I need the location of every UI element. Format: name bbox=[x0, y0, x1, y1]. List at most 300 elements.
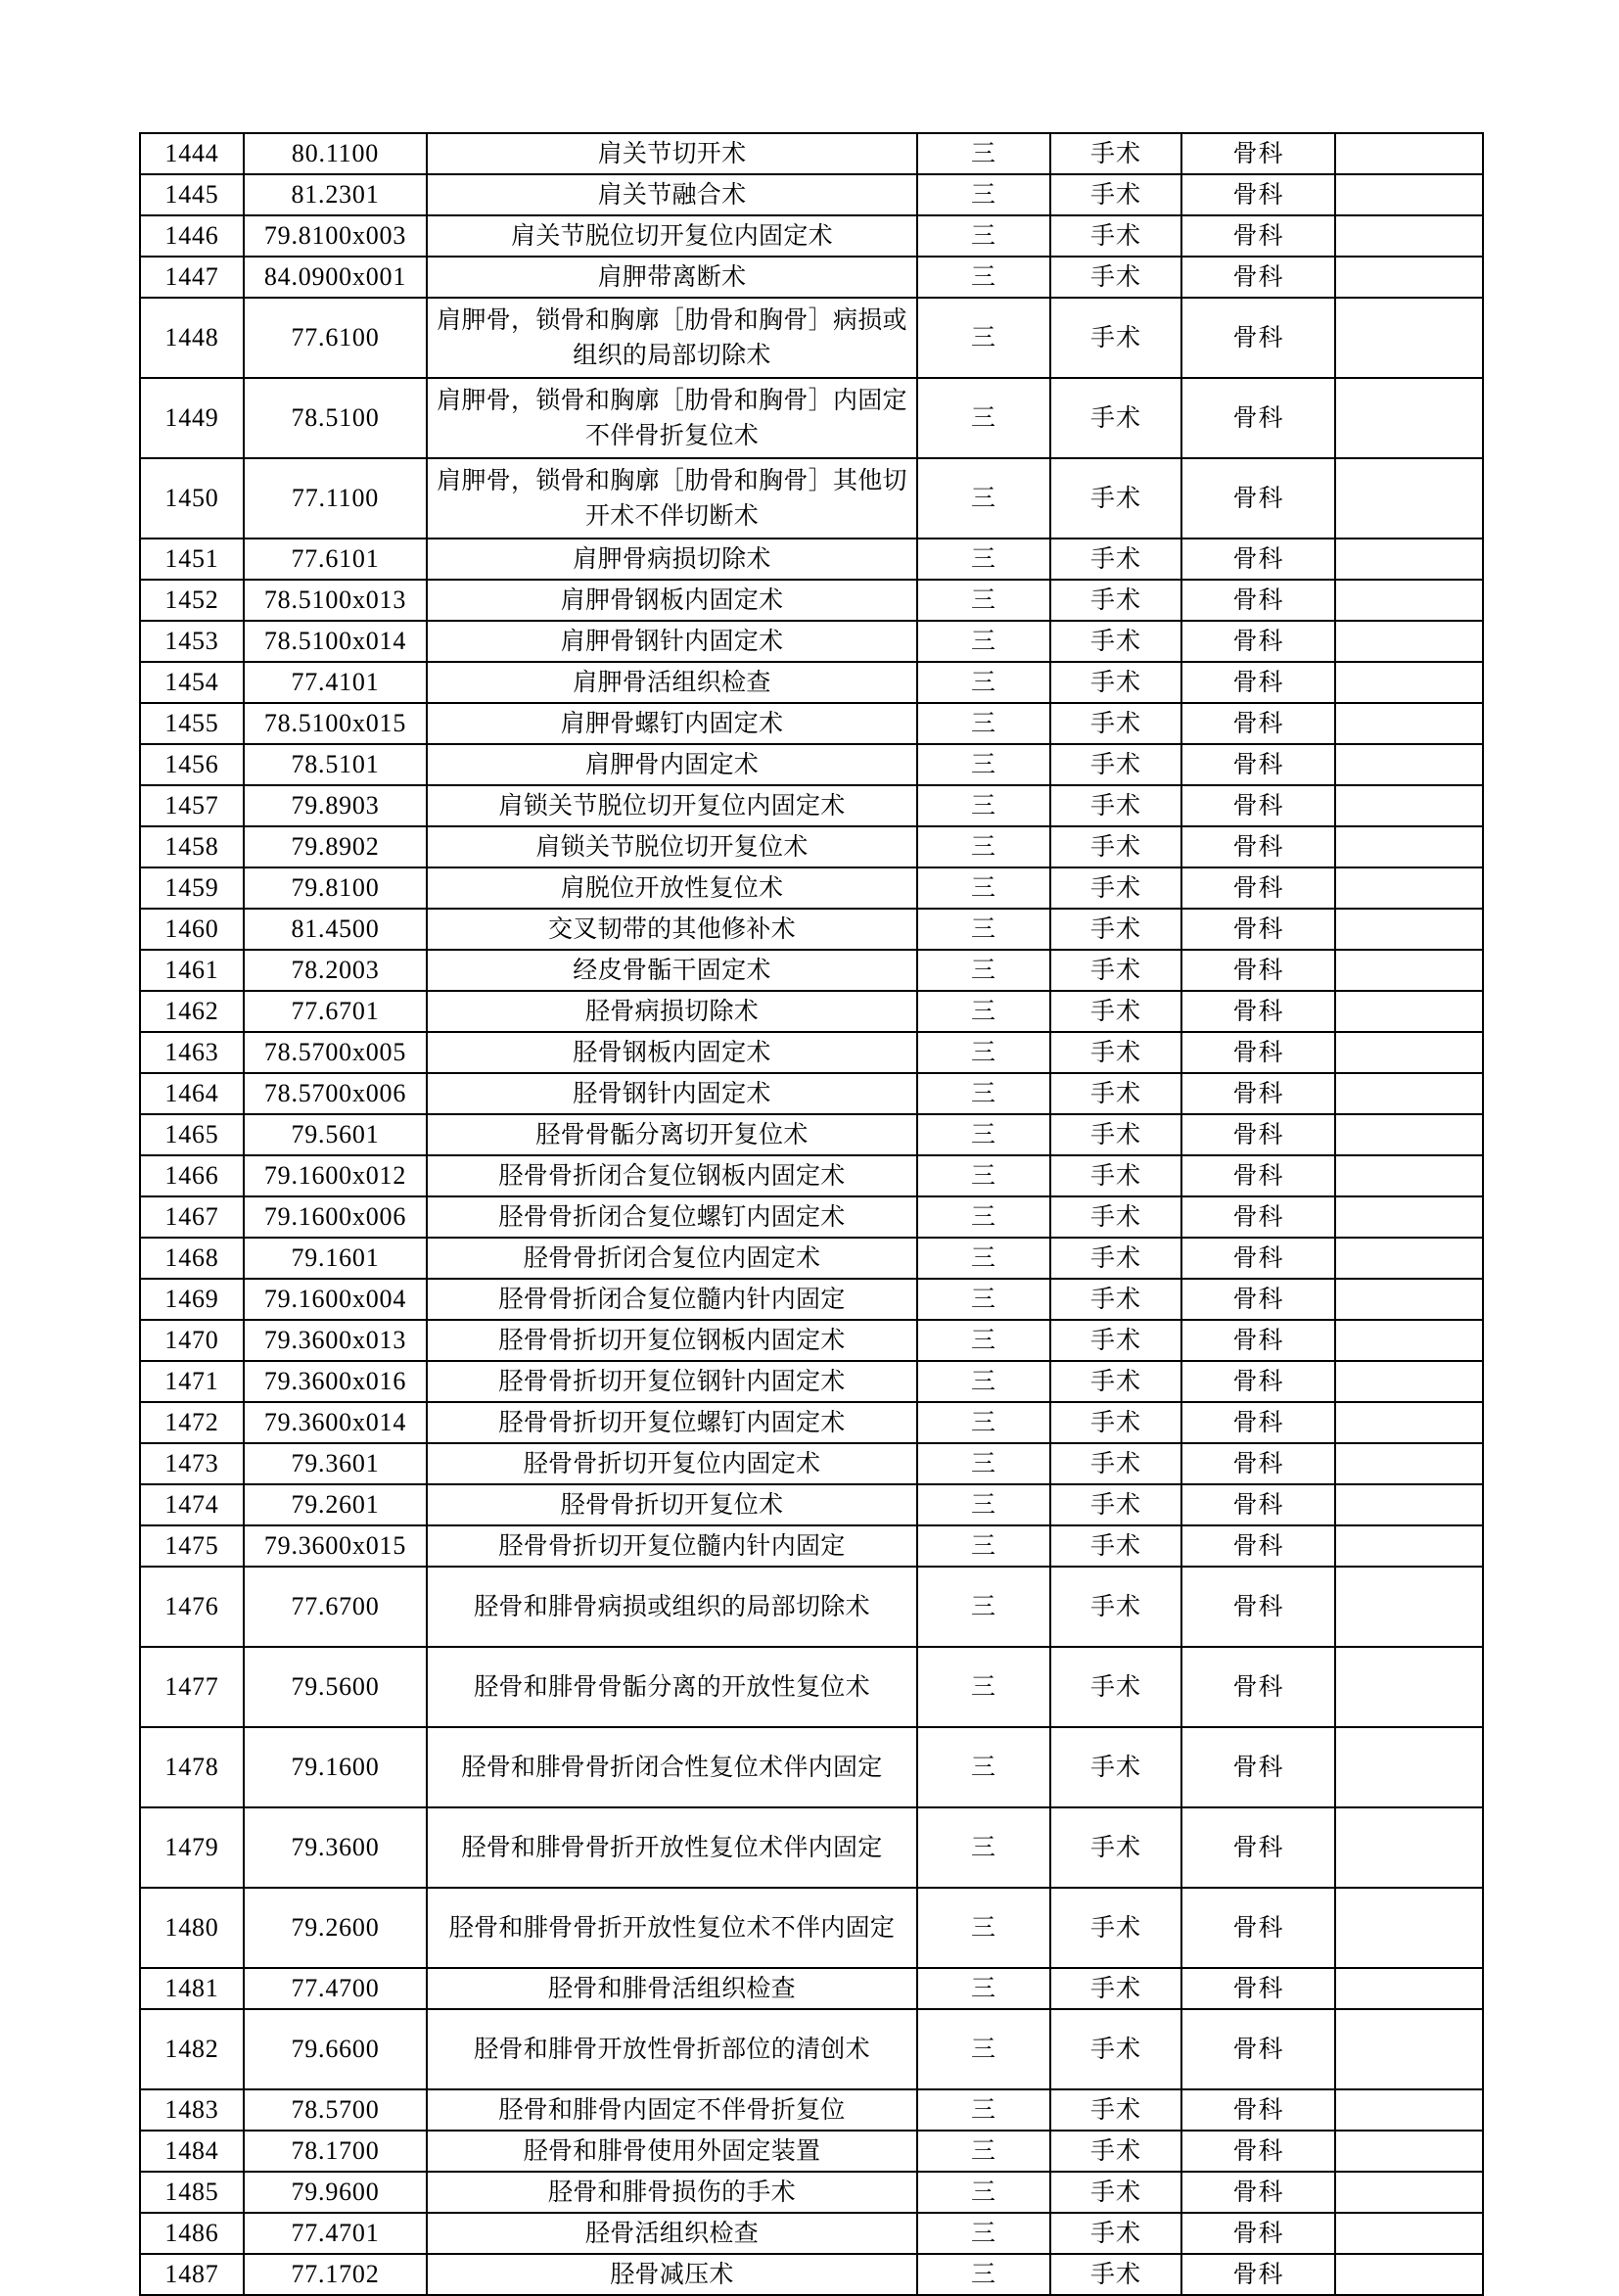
table-cell-seq: 1451 bbox=[140, 539, 244, 580]
table-cell-code: 77.6101 bbox=[244, 539, 427, 580]
table-cell-type: 手术 bbox=[1050, 1320, 1181, 1361]
table-cell-type: 手术 bbox=[1050, 2254, 1181, 2295]
table-cell-code: 79.6600 bbox=[244, 2009, 427, 2089]
table-cell-seq: 1449 bbox=[140, 378, 244, 458]
table-cell-grade: 三 bbox=[917, 991, 1050, 1032]
table-cell-type: 手术 bbox=[1050, 1196, 1181, 1238]
table-cell-note bbox=[1335, 2172, 1483, 2213]
table-cell-seq: 1485 bbox=[140, 2172, 244, 2213]
table-cell-note bbox=[1335, 703, 1483, 744]
table-row bbox=[140, 1032, 1483, 1073]
table-cell-seq: 1459 bbox=[140, 867, 244, 909]
table-cell-grade: 三 bbox=[917, 1073, 1050, 1114]
table-cell-code: 79.3600x013 bbox=[244, 1320, 427, 1361]
table-cell-seq: 1461 bbox=[140, 950, 244, 991]
table-cell-dept: 骨科 bbox=[1181, 1402, 1335, 1443]
table-cell-name: 胫骨和腓骨活组织检查 bbox=[427, 1968, 917, 2009]
table-cell-seq: 1448 bbox=[140, 298, 244, 378]
table-cell-seq: 1454 bbox=[140, 662, 244, 703]
table-cell-grade: 三 bbox=[917, 950, 1050, 991]
table-cell-type: 手术 bbox=[1050, 580, 1181, 621]
table-cell-note bbox=[1335, 1888, 1483, 1968]
table-cell-grade: 三 bbox=[917, 1567, 1050, 1647]
table-cell-grade: 三 bbox=[917, 1484, 1050, 1525]
table-cell-code: 79.8902 bbox=[244, 826, 427, 867]
table-cell-grade: 三 bbox=[917, 909, 1050, 950]
table-cell-type: 手术 bbox=[1050, 1279, 1181, 1320]
table-cell-grade: 三 bbox=[917, 744, 1050, 785]
table-row bbox=[140, 1196, 1483, 1238]
table-cell-type: 手术 bbox=[1050, 1361, 1181, 1402]
table-cell-name: 胫骨骨折切开复位内固定术 bbox=[427, 1443, 917, 1484]
table-cell-grade: 三 bbox=[917, 2172, 1050, 2213]
table-cell-note bbox=[1335, 1073, 1483, 1114]
table-cell-note bbox=[1335, 1567, 1483, 1647]
table-cell-seq: 1475 bbox=[140, 1525, 244, 1567]
table-row bbox=[140, 744, 1483, 785]
table-cell-code: 77.1702 bbox=[244, 2254, 427, 2295]
table-cell-grade: 三 bbox=[917, 1727, 1050, 1807]
table-row bbox=[140, 1525, 1483, 1567]
table-cell-note bbox=[1335, 2213, 1483, 2254]
table-cell-dept: 骨科 bbox=[1181, 1968, 1335, 2009]
table-cell-grade: 三 bbox=[917, 1238, 1050, 1279]
table-cell-seq: 1469 bbox=[140, 1279, 244, 1320]
table-cell-code: 79.1600x012 bbox=[244, 1155, 427, 1196]
table-cell-code: 77.1100 bbox=[244, 458, 427, 539]
table-cell-type: 手术 bbox=[1050, 1155, 1181, 1196]
table-row bbox=[140, 1647, 1483, 1727]
table-row bbox=[140, 215, 1483, 257]
table-row bbox=[140, 458, 1483, 539]
table-cell-code: 79.1601 bbox=[244, 1238, 427, 1279]
table-cell-name: 肩关节脱位切开复位内固定术 bbox=[427, 215, 917, 257]
table-cell-code: 77.4101 bbox=[244, 662, 427, 703]
table-cell-grade: 三 bbox=[917, 580, 1050, 621]
table-cell-type: 手术 bbox=[1050, 1807, 1181, 1888]
table-cell-code: 78.5100x014 bbox=[244, 621, 427, 662]
table-cell-seq: 1476 bbox=[140, 1567, 244, 1647]
table-cell-type: 手术 bbox=[1050, 950, 1181, 991]
table-cell-note bbox=[1335, 2254, 1483, 2295]
table-row bbox=[140, 950, 1483, 991]
table-cell-name: 胫骨骨折切开复位术 bbox=[427, 1484, 917, 1525]
table-row bbox=[140, 1073, 1483, 1114]
table-row bbox=[140, 1727, 1483, 1807]
table-cell-note bbox=[1335, 257, 1483, 298]
table-cell-name: 胫骨钢针内固定术 bbox=[427, 1073, 917, 1114]
table-cell-name: 肩胛带离断术 bbox=[427, 257, 917, 298]
table-cell-name: 胫骨和腓骨骨折闭合性复位术伴内固定 bbox=[427, 1727, 917, 1807]
table-cell-name: 胫骨和腓骨骨折开放性复位术伴内固定 bbox=[427, 1807, 917, 1888]
table-cell-seq: 1446 bbox=[140, 215, 244, 257]
table-cell-type: 手术 bbox=[1050, 1647, 1181, 1727]
table-row bbox=[140, 1279, 1483, 1320]
table-cell-type: 手术 bbox=[1050, 378, 1181, 458]
table-cell-note bbox=[1335, 1402, 1483, 1443]
table-cell-seq: 1466 bbox=[140, 1155, 244, 1196]
table-cell-dept: 骨科 bbox=[1181, 1361, 1335, 1402]
table-cell-type: 手术 bbox=[1050, 1888, 1181, 1968]
table-cell-type: 手术 bbox=[1050, 2089, 1181, 2131]
table-cell-seq: 1447 bbox=[140, 257, 244, 298]
table-cell-dept: 骨科 bbox=[1181, 539, 1335, 580]
table-cell-grade: 三 bbox=[917, 133, 1050, 174]
table-cell-code: 77.6700 bbox=[244, 1567, 427, 1647]
table-cell-code: 78.5700x006 bbox=[244, 1073, 427, 1114]
table-cell-grade: 三 bbox=[917, 1402, 1050, 1443]
table-cell-name: 肩胛骨钢板内固定术 bbox=[427, 580, 917, 621]
table-cell-seq: 1481 bbox=[140, 1968, 244, 2009]
table-cell-code: 79.8903 bbox=[244, 785, 427, 826]
table-cell-code: 79.8100 bbox=[244, 867, 427, 909]
table-cell-seq: 1479 bbox=[140, 1807, 244, 1888]
table-cell-note bbox=[1335, 1238, 1483, 1279]
table-cell-name: 胫骨骨折切开复位钢板内固定术 bbox=[427, 1320, 917, 1361]
table-cell-code: 80.1100 bbox=[244, 133, 427, 174]
table-cell-seq: 1477 bbox=[140, 1647, 244, 1727]
table-cell-dept: 骨科 bbox=[1181, 1073, 1335, 1114]
table-cell-type: 手术 bbox=[1050, 458, 1181, 539]
table-cell-grade: 三 bbox=[917, 703, 1050, 744]
table-cell-note bbox=[1335, 991, 1483, 1032]
table-cell-seq: 1487 bbox=[140, 2254, 244, 2295]
table-cell-seq: 1468 bbox=[140, 1238, 244, 1279]
table-cell-name: 胫骨减压术 bbox=[427, 2254, 917, 2295]
table-cell-dept: 骨科 bbox=[1181, 1320, 1335, 1361]
table-row bbox=[140, 257, 1483, 298]
table-cell-dept: 骨科 bbox=[1181, 826, 1335, 867]
table-cell-name: 胫骨骨骺分离切开复位术 bbox=[427, 1114, 917, 1155]
table-cell-type: 手术 bbox=[1050, 621, 1181, 662]
table-cell-grade: 三 bbox=[917, 621, 1050, 662]
table-cell-dept: 骨科 bbox=[1181, 1196, 1335, 1238]
table-row bbox=[140, 2131, 1483, 2172]
table-cell-type: 手术 bbox=[1050, 2009, 1181, 2089]
table-cell-seq: 1462 bbox=[140, 991, 244, 1032]
table-cell-grade: 三 bbox=[917, 539, 1050, 580]
table-row bbox=[140, 580, 1483, 621]
table-cell-seq: 1457 bbox=[140, 785, 244, 826]
table-cell-grade: 三 bbox=[917, 2213, 1050, 2254]
table-cell-type: 手术 bbox=[1050, 1032, 1181, 1073]
table-row bbox=[140, 1238, 1483, 1279]
table-cell-grade: 三 bbox=[917, 1525, 1050, 1567]
table-cell-dept: 骨科 bbox=[1181, 215, 1335, 257]
table-cell-seq: 1452 bbox=[140, 580, 244, 621]
table-row bbox=[140, 1968, 1483, 2009]
table-cell-note bbox=[1335, 950, 1483, 991]
procedure-catalog-table bbox=[139, 132, 1484, 2296]
table-cell-grade: 三 bbox=[917, 1647, 1050, 1727]
table-cell-dept: 骨科 bbox=[1181, 174, 1335, 215]
table-cell-code: 79.2600 bbox=[244, 1888, 427, 1968]
table-cell-seq: 1472 bbox=[140, 1402, 244, 1443]
table-row bbox=[140, 1443, 1483, 1484]
table-cell-grade: 三 bbox=[917, 458, 1050, 539]
table-cell-note bbox=[1335, 1114, 1483, 1155]
table-cell-name: 肩胛骨，锁骨和胸廓［肋骨和胸骨］病损或组织的局部切除术 bbox=[427, 298, 917, 378]
table-cell-type: 手术 bbox=[1050, 215, 1181, 257]
table-row bbox=[140, 785, 1483, 826]
table-cell-note bbox=[1335, 378, 1483, 458]
table-cell-dept: 骨科 bbox=[1181, 2172, 1335, 2213]
table-cell-dept: 骨科 bbox=[1181, 257, 1335, 298]
table-cell-name: 肩胛骨，锁骨和胸廓［肋骨和胸骨］其他切开术不伴切断术 bbox=[427, 458, 917, 539]
table-cell-dept: 骨科 bbox=[1181, 867, 1335, 909]
table-row bbox=[140, 1888, 1483, 1968]
table-cell-type: 手术 bbox=[1050, 2131, 1181, 2172]
table-cell-code: 79.9600 bbox=[244, 2172, 427, 2213]
table-cell-dept: 骨科 bbox=[1181, 909, 1335, 950]
table-cell-code: 81.2301 bbox=[244, 174, 427, 215]
table-cell-note bbox=[1335, 1968, 1483, 2009]
table-cell-grade: 三 bbox=[917, 1032, 1050, 1073]
table-cell-name: 胫骨骨折切开复位螺钉内固定术 bbox=[427, 1402, 917, 1443]
table-cell-grade: 三 bbox=[917, 2131, 1050, 2172]
table-cell-note bbox=[1335, 662, 1483, 703]
table-cell-type: 手术 bbox=[1050, 539, 1181, 580]
table-row bbox=[140, 826, 1483, 867]
table-cell-dept: 骨科 bbox=[1181, 580, 1335, 621]
table-cell-dept: 骨科 bbox=[1181, 621, 1335, 662]
table-cell-dept: 骨科 bbox=[1181, 1727, 1335, 1807]
table-row bbox=[140, 703, 1483, 744]
table-row bbox=[140, 2009, 1483, 2089]
table-cell-note bbox=[1335, 744, 1483, 785]
table-cell-type: 手术 bbox=[1050, 1525, 1181, 1567]
table-cell-note bbox=[1335, 298, 1483, 378]
table-cell-grade: 三 bbox=[917, 1114, 1050, 1155]
table-cell-note bbox=[1335, 1196, 1483, 1238]
table-cell-seq: 1456 bbox=[140, 744, 244, 785]
table-cell-note bbox=[1335, 1484, 1483, 1525]
table-cell-note bbox=[1335, 1361, 1483, 1402]
table-cell-seq: 1453 bbox=[140, 621, 244, 662]
table-cell-grade: 三 bbox=[917, 1888, 1050, 1968]
table-cell-code: 81.4500 bbox=[244, 909, 427, 950]
table-row bbox=[140, 1484, 1483, 1525]
table-cell-type: 手术 bbox=[1050, 1402, 1181, 1443]
table-cell-seq: 1480 bbox=[140, 1888, 244, 1968]
table-row bbox=[140, 2089, 1483, 2131]
table-cell-note bbox=[1335, 1279, 1483, 1320]
table-cell-type: 手术 bbox=[1050, 257, 1181, 298]
table-cell-note bbox=[1335, 785, 1483, 826]
table-cell-dept: 骨科 bbox=[1181, 2131, 1335, 2172]
table-cell-type: 手术 bbox=[1050, 826, 1181, 867]
table-cell-note bbox=[1335, 909, 1483, 950]
table-cell-seq: 1474 bbox=[140, 1484, 244, 1525]
table-cell-dept: 骨科 bbox=[1181, 2213, 1335, 2254]
table-row bbox=[140, 2213, 1483, 2254]
table-cell-seq: 1467 bbox=[140, 1196, 244, 1238]
table-cell-dept: 骨科 bbox=[1181, 458, 1335, 539]
table-cell-type: 手术 bbox=[1050, 174, 1181, 215]
table-cell-name: 胫骨骨折切开复位钢针内固定术 bbox=[427, 1361, 917, 1402]
table-cell-type: 手术 bbox=[1050, 867, 1181, 909]
table-cell-note bbox=[1335, 826, 1483, 867]
table-cell-seq: 1470 bbox=[140, 1320, 244, 1361]
table-cell-name: 胫骨骨折闭合复位髓内针内固定 bbox=[427, 1279, 917, 1320]
table-cell-code: 78.5100x015 bbox=[244, 703, 427, 744]
table-cell-type: 手术 bbox=[1050, 785, 1181, 826]
table-cell-dept: 骨科 bbox=[1181, 1238, 1335, 1279]
table-cell-grade: 三 bbox=[917, 215, 1050, 257]
table-cell-note bbox=[1335, 1525, 1483, 1567]
table-cell-note bbox=[1335, 2131, 1483, 2172]
table-cell-dept: 骨科 bbox=[1181, 133, 1335, 174]
table-cell-dept: 骨科 bbox=[1181, 2009, 1335, 2089]
table-cell-name: 胫骨骨折切开复位髓内针内固定 bbox=[427, 1525, 917, 1567]
table-cell-grade: 三 bbox=[917, 378, 1050, 458]
table-row bbox=[140, 1155, 1483, 1196]
table-cell-type: 手术 bbox=[1050, 1443, 1181, 1484]
table-cell-code: 79.1600x004 bbox=[244, 1279, 427, 1320]
table-cell-dept: 骨科 bbox=[1181, 1647, 1335, 1727]
table-cell-note bbox=[1335, 1320, 1483, 1361]
table-cell-dept: 骨科 bbox=[1181, 744, 1335, 785]
table-cell-type: 手术 bbox=[1050, 662, 1181, 703]
table-cell-dept: 骨科 bbox=[1181, 2089, 1335, 2131]
table-cell-name: 胫骨和腓骨内固定不伴骨折复位 bbox=[427, 2089, 917, 2131]
table-cell-grade: 三 bbox=[917, 826, 1050, 867]
table-cell-code: 79.3601 bbox=[244, 1443, 427, 1484]
table-cell-grade: 三 bbox=[917, 1320, 1050, 1361]
table-cell-dept: 骨科 bbox=[1181, 1888, 1335, 1968]
table-cell-name: 胫骨和腓骨使用外固定装置 bbox=[427, 2131, 917, 2172]
table-cell-code: 79.1600x006 bbox=[244, 1196, 427, 1238]
table-cell-name: 肩关节融合术 bbox=[427, 174, 917, 215]
table-cell-seq: 1482 bbox=[140, 2009, 244, 2089]
table-cell-name: 胫骨和腓骨损伤的手术 bbox=[427, 2172, 917, 2213]
table-cell-seq: 1471 bbox=[140, 1361, 244, 1402]
table-cell-grade: 三 bbox=[917, 867, 1050, 909]
table-cell-name: 肩胛骨内固定术 bbox=[427, 744, 917, 785]
table-cell-dept: 骨科 bbox=[1181, 1279, 1335, 1320]
table-row bbox=[140, 539, 1483, 580]
table-cell-name: 肩锁关节脱位切开复位术 bbox=[427, 826, 917, 867]
table-cell-type: 手术 bbox=[1050, 2213, 1181, 2254]
table-cell-code: 79.8100x003 bbox=[244, 215, 427, 257]
table-cell-seq: 1465 bbox=[140, 1114, 244, 1155]
table-cell-name: 胫骨骨折闭合复位钢板内固定术 bbox=[427, 1155, 917, 1196]
table-cell-type: 手术 bbox=[1050, 298, 1181, 378]
table-row bbox=[140, 1361, 1483, 1402]
table-cell-code: 77.6701 bbox=[244, 991, 427, 1032]
table-cell-note bbox=[1335, 2009, 1483, 2089]
table-cell-code: 78.1700 bbox=[244, 2131, 427, 2172]
table-cell-dept: 骨科 bbox=[1181, 298, 1335, 378]
table-row bbox=[140, 1567, 1483, 1647]
table-cell-type: 手术 bbox=[1050, 1727, 1181, 1807]
table-cell-dept: 骨科 bbox=[1181, 662, 1335, 703]
table-cell-name: 胫骨病损切除术 bbox=[427, 991, 917, 1032]
table-cell-note bbox=[1335, 580, 1483, 621]
table-cell-seq: 1484 bbox=[140, 2131, 244, 2172]
table-cell-code: 78.5100 bbox=[244, 378, 427, 458]
table-cell-note bbox=[1335, 867, 1483, 909]
table-row bbox=[140, 378, 1483, 458]
table-cell-note bbox=[1335, 215, 1483, 257]
table-cell-grade: 三 bbox=[917, 298, 1050, 378]
table-cell-seq: 1473 bbox=[140, 1443, 244, 1484]
table-cell-name: 胫骨骨折闭合复位螺钉内固定术 bbox=[427, 1196, 917, 1238]
table-row bbox=[140, 867, 1483, 909]
table-row bbox=[140, 662, 1483, 703]
table-cell-type: 手术 bbox=[1050, 744, 1181, 785]
table-cell-note bbox=[1335, 1727, 1483, 1807]
table-cell-code: 79.3600x014 bbox=[244, 1402, 427, 1443]
table-cell-grade: 三 bbox=[917, 1807, 1050, 1888]
table-cell-dept: 骨科 bbox=[1181, 2254, 1335, 2295]
table-cell-seq: 1463 bbox=[140, 1032, 244, 1073]
table-cell-seq: 1445 bbox=[140, 174, 244, 215]
table-cell-name: 肩脱位开放性复位术 bbox=[427, 867, 917, 909]
table-cell-code: 79.3600 bbox=[244, 1807, 427, 1888]
table-cell-type: 手术 bbox=[1050, 991, 1181, 1032]
table-cell-name: 肩锁关节脱位切开复位内固定术 bbox=[427, 785, 917, 826]
table-cell-grade: 三 bbox=[917, 1279, 1050, 1320]
table-cell-seq: 1455 bbox=[140, 703, 244, 744]
table-cell-type: 手术 bbox=[1050, 1484, 1181, 1525]
table-cell-code: 78.5100x013 bbox=[244, 580, 427, 621]
table-cell-code: 78.5700 bbox=[244, 2089, 427, 2131]
table-cell-type: 手术 bbox=[1050, 1073, 1181, 1114]
table-cell-seq: 1450 bbox=[140, 458, 244, 539]
table-cell-dept: 骨科 bbox=[1181, 1484, 1335, 1525]
table-cell-dept: 骨科 bbox=[1181, 703, 1335, 744]
table-cell-code: 78.2003 bbox=[244, 950, 427, 991]
table-cell-dept: 骨科 bbox=[1181, 1807, 1335, 1888]
table-cell-dept: 骨科 bbox=[1181, 1114, 1335, 1155]
table-cell-code: 79.2601 bbox=[244, 1484, 427, 1525]
table-cell-code: 77.4700 bbox=[244, 1968, 427, 2009]
table-cell-note bbox=[1335, 1155, 1483, 1196]
table-row bbox=[140, 298, 1483, 378]
table-cell-code: 79.1600 bbox=[244, 1727, 427, 1807]
table-cell-seq: 1458 bbox=[140, 826, 244, 867]
table-cell-name: 肩胛骨活组织检查 bbox=[427, 662, 917, 703]
table-row bbox=[140, 133, 1483, 174]
table-cell-name: 肩胛骨钢针内固定术 bbox=[427, 621, 917, 662]
table-cell-code: 79.5601 bbox=[244, 1114, 427, 1155]
table-cell-name: 胫骨活组织检查 bbox=[427, 2213, 917, 2254]
table-cell-note bbox=[1335, 1807, 1483, 1888]
table-cell-code: 79.3600x015 bbox=[244, 1525, 427, 1567]
table-cell-type: 手术 bbox=[1050, 1238, 1181, 1279]
table-cell-dept: 骨科 bbox=[1181, 1525, 1335, 1567]
table-body bbox=[140, 133, 1483, 2295]
table-row bbox=[140, 991, 1483, 1032]
table-cell-type: 手术 bbox=[1050, 133, 1181, 174]
table-cell-type: 手术 bbox=[1050, 909, 1181, 950]
table-cell-type: 手术 bbox=[1050, 2172, 1181, 2213]
table-cell-seq: 1483 bbox=[140, 2089, 244, 2131]
table-cell-grade: 三 bbox=[917, 1443, 1050, 1484]
table-cell-grade: 三 bbox=[917, 2254, 1050, 2295]
table-cell-dept: 骨科 bbox=[1181, 1567, 1335, 1647]
table-cell-code: 78.5101 bbox=[244, 744, 427, 785]
table-row bbox=[140, 174, 1483, 215]
table-row bbox=[140, 909, 1483, 950]
table-cell-dept: 骨科 bbox=[1181, 1032, 1335, 1073]
table-cell-note bbox=[1335, 1443, 1483, 1484]
table-cell-seq: 1460 bbox=[140, 909, 244, 950]
table-cell-grade: 三 bbox=[917, 257, 1050, 298]
table-cell-dept: 骨科 bbox=[1181, 378, 1335, 458]
table-cell-note bbox=[1335, 539, 1483, 580]
